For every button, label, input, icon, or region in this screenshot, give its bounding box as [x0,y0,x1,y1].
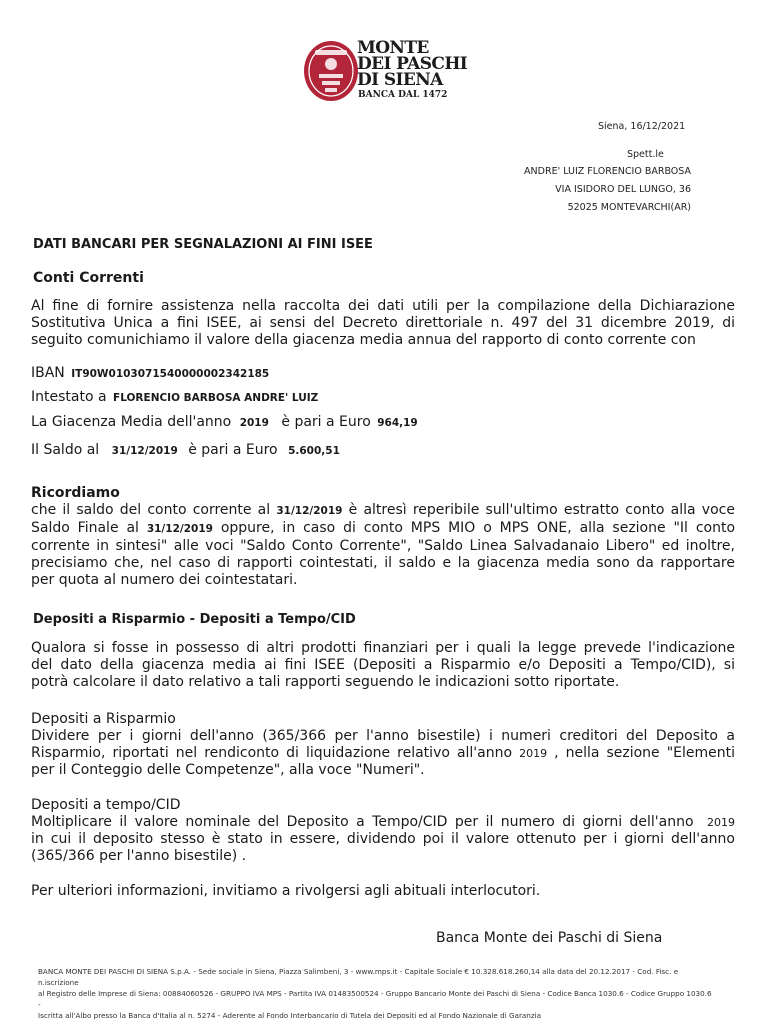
risparmio-heading: Depositi a Risparmio [31,711,176,727]
closing-text: Per ulteriori informazioni, invitiamo a rivolgersi agli abituali interlocutori. [31,883,541,899]
iban-row [31,365,269,381]
risparmio-line-1: Dividere per i giorni dell'anno (365/366 per l'anno bisestile) i numeri creditori del Deposito a [31,728,735,744]
balance-date: 31/12/2019 [111,445,178,457]
footer-line-1: BANCA MONTE DEI PASCHI DI SIENA S.p.A. - Sede sociale in Siena, Piazza Salimbeni, 3 - www.mps.it - Capitale Sociale € 10.328.618.260,14 alla data del 20.12.2017 - Cod. Fisc. e n.iscrizione [38,967,679,987]
holder-row [31,389,318,405]
tempo-l1a: Moltiplicare il valore nominale del Deposito a Tempo/CID per il numero di giorni dell'anno [31,814,694,830]
ricordiamo-l1-date: 31/12/2019 [276,505,343,517]
balance-mid-text: è pari a Euro [188,442,278,458]
avg-label: La Giacenza Media dell'anno [31,414,232,430]
bank-logo-name [357,40,467,88]
ricordiamo-line-3: corrente in sintesi" alle voci "Saldo Conto Corrente", "Saldo Linea Salvadanaio Libero" ed inoltre, [31,538,735,554]
depositi-intro [31,640,735,691]
ricordiamo-paragraph [31,502,735,589]
footer-line-3: Iscritta all'Albo presso la Banca d'Italia al n. 5274 - Aderente al Fondo Interbancario di Tutela dei Depositi ed al Fondo Nazionale di Garanzia [38,1011,542,1020]
tempo-line-2: in cui il deposito stesso è stato in essere, dividendo poi il valore ottenuto per i giorni dell'anno [31,831,735,847]
balance-label: Il Saldo al [31,442,100,458]
avg-value: 964,19 [377,417,418,429]
conti-intro [31,298,735,349]
risparmio-line-2 [31,745,735,762]
tempo-line-3: (365/366 per l'anno bisestile) . [31,848,247,864]
legal-footer [38,966,713,1021]
holder-value: FLORENCIO BARBOSA ANDRE' LUIZ [113,392,319,404]
iban-label: IBAN [31,365,65,381]
tempo-heading: Depositi a tempo/CID [31,797,181,813]
logo-line-1: MONTE [357,38,429,58]
signature: Banca Monte dei Paschi di Siena [436,930,663,946]
ricordiamo-line-5: per quota al numero dei cointestatari. [31,572,298,588]
monte-paschi-emblem-icon [302,40,360,104]
bank-logo [302,40,472,106]
ricordiamo-line-4: precisiamo che, nel caso di rapporti cointestati, il saldo e la giacenza media sono da rapportare [31,555,735,571]
logo-line-3: DI SIENA [357,70,443,90]
depositi-heading: Depositi a Risparmio - Depositi a Tempo/CID [33,612,356,627]
depositi-risparmio-section [31,711,735,779]
recipient-street: VIA ISIDORO DEL LUNGO, 36 [555,184,691,195]
ricordiamo-heading: Ricordiamo [31,485,120,501]
footer-line-2: al Registro delle Imprese di Siena: 00884060526 - GRUPPO IVA MPS - Partita IVA 01483500524 - Gruppo Bancario Monte dei Paschi di Siena - Codice Banca 1030.6 - Codice Gruppo 1030.6 - [38,989,712,1009]
ricordiamo-l1a: che il saldo del conto corrente al [31,502,271,518]
ricordiamo-l2b: oppure, in caso di conto MPS MIO o MPS ONE, alla sezione "Il conto [220,520,736,536]
conti-intro-line-2: Sostitutiva Unica a fini ISEE, ai sensi del Decreto direttoriale n. 497 del 31 dicembre 2019, di [31,315,735,331]
balance-value: 5.600,51 [288,445,340,457]
avg-year: 2019 [239,417,269,429]
risparmio-l2a: Risparmio, riportati nel rendiconto di liquidazione relativo all'anno [31,745,513,761]
tempo-line-1 [31,814,735,831]
balance-row [31,442,340,458]
avg-mid-text: è pari a Euro [281,414,371,430]
risparmio-line-3: per il Conteggio delle Competenze", alla voce "Numeri". [31,762,425,778]
ricordiamo-line-2 [31,520,735,538]
holder-label: Intestato a [31,389,107,405]
conti-correnti-heading: Conti Correnti [33,270,144,286]
place-date: Siena, 16/12/2021 [598,121,686,132]
ricordiamo-line-1 [31,502,735,520]
recipient-name: ANDRE' LUIZ FLORENCIO BARBOSA [524,166,691,177]
ricordiamo-l2-date: 31/12/2019 [146,523,213,535]
depositi-intro-line-2: del dato della giacenza media ai fini ISEE (Depositi a Risparmio e/o Depositi a Tempo/CID), si [31,657,735,673]
logo-line-2: DEI PASCHI [357,54,468,74]
conti-intro-line-3: seguito comunichiamo il valore della giacenza media annua del rapporto di conto corrente con [31,332,696,348]
document-title: DATI BANCARI PER SEGNALAZIONI AI FINI ISEE [33,237,373,252]
conti-intro-line-1: Al fine di fornire assistenza nella raccolta dei dati utili per la compilazione della Dichiarazione [31,298,735,314]
salutation: Spett.le [627,149,664,160]
logo-since: BANCA DAL 1472 [358,90,448,100]
avg-balance-row [31,414,418,430]
recipient-city: 52025 MONTEVARCHI(AR) [567,202,691,213]
depositi-tempo-section [31,797,735,865]
ricordiamo-l1b: è altresì reperibile sull'ultimo estratto conto alla voce [348,502,735,518]
ricordiamo-l2a: Saldo Finale al [31,520,139,536]
iban-value: IT90W0103071540000002342185 [71,368,270,380]
tempo-year: 2019 [707,816,736,829]
risparmio-year: 2019 [519,747,548,760]
depositi-intro-line-1: Qualora si fosse in possesso di altri prodotti finanziari per i quali la legge prevede l'indicazione [31,640,735,656]
depositi-intro-line-3: potrà calcolare il dato relativo a tali rapporti seguendo le indicazioni sotto riportate. [31,674,620,690]
risparmio-l2b: , nella sezione "Elementi [554,745,735,761]
